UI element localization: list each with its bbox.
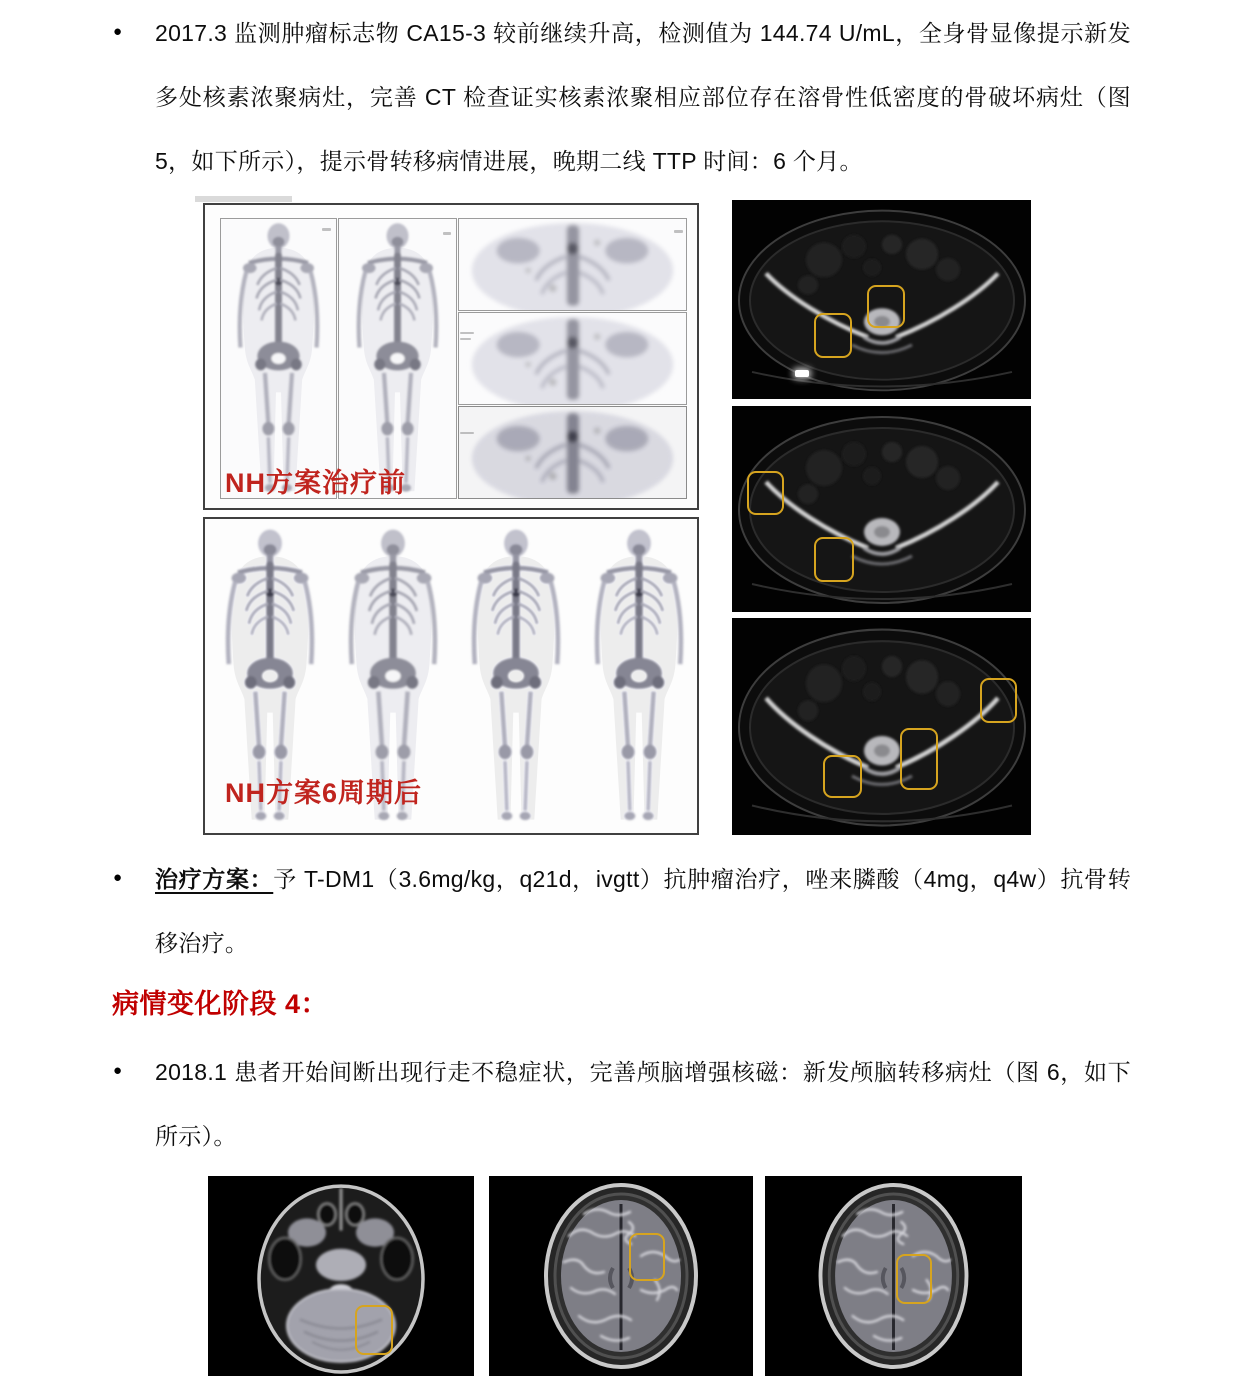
- lesion-annotation-box: [896, 1254, 932, 1304]
- bullet-marker: ●: [113, 23, 123, 40]
- lesion-annotation-box: [814, 313, 852, 358]
- lesion-annotation-box: [867, 285, 905, 328]
- paragraph-brain-mets: 2018.1 患者开始间断出现行走不稳症状，完善颅脑增强核磁：新发颅脑转移病灶（图 6，如下所示）。: [155, 1059, 1131, 1149]
- bone-scan-spot-view-1: [458, 218, 687, 311]
- ct-slice-1: [732, 200, 1031, 399]
- bone-scan-anterior-image: [220, 218, 337, 499]
- tiny-annotation: [460, 432, 474, 434]
- bone-scan-panel-after: [203, 517, 699, 835]
- brain-mri-image-1: [208, 1176, 474, 1376]
- tiny-annotation: [460, 338, 471, 340]
- bullet-marker: ●: [113, 1062, 123, 1079]
- lesion-annotation-box: [747, 471, 784, 515]
- bullet-marker: ●: [113, 869, 123, 886]
- lesion-annotation-box: [823, 755, 862, 798]
- bone-scan-spot-view-3: [458, 406, 687, 499]
- treatment-plan-lead: 治疗方案：: [155, 866, 274, 892]
- tiny-annotation: [322, 228, 331, 231]
- bone-scan-after-image-4: [584, 525, 694, 827]
- bone-scan-before-label: NH方案治疗前: [225, 468, 406, 498]
- page-artifact-strip: [195, 196, 292, 202]
- bone-scan-spot-view-2: [458, 312, 687, 405]
- tiny-annotation: [460, 332, 474, 334]
- bone-scan-panel-before: [203, 203, 699, 510]
- stage-heading: 病情变化阶段 4：: [112, 989, 329, 1019]
- tiny-annotation: [443, 232, 451, 235]
- paragraph-treatment-plan: [155, 847, 1131, 975]
- bone-scan-posterior-image: [338, 218, 457, 499]
- bone-scan-after-image-3: [461, 525, 571, 827]
- brain-mri-image-3: [765, 1176, 1022, 1376]
- lesion-annotation-box: [980, 678, 1017, 723]
- metal-artifact: [795, 370, 809, 377]
- ct-slice-3: [732, 618, 1031, 835]
- paragraph-tumor-marker: 2017.3 监测肿瘤标志物 CA15-3 较前继续升高，检测值为 144.74 U/mL，全身骨显像提示新发多处核素浓聚病灶，完善 CT 检查证实核素浓聚相应部位存在溶骨性低密度的骨破坏病灶（图 5，如下所示），提示骨转移病情进展，晚期二线 TTP 时间：6 个月。: [155, 20, 1131, 174]
- treatment-plan-text: 予 T-DM1（3.6mg/kg，q21d，ivgtt）抗肿瘤治疗，唑来膦酸（4mg，q4w）抗骨转移治疗。: [155, 866, 1132, 956]
- lesion-annotation-box: [814, 537, 854, 582]
- bone-scan-after-label: NH方案6周期后: [225, 778, 423, 808]
- lesion-annotation-box: [355, 1305, 393, 1355]
- brain-mri-image-2: [489, 1176, 753, 1376]
- lesion-annotation-box: [629, 1233, 665, 1281]
- ct-slice-2: [732, 406, 1031, 612]
- lesion-annotation-box: [900, 728, 938, 790]
- tiny-annotation: [674, 230, 683, 233]
